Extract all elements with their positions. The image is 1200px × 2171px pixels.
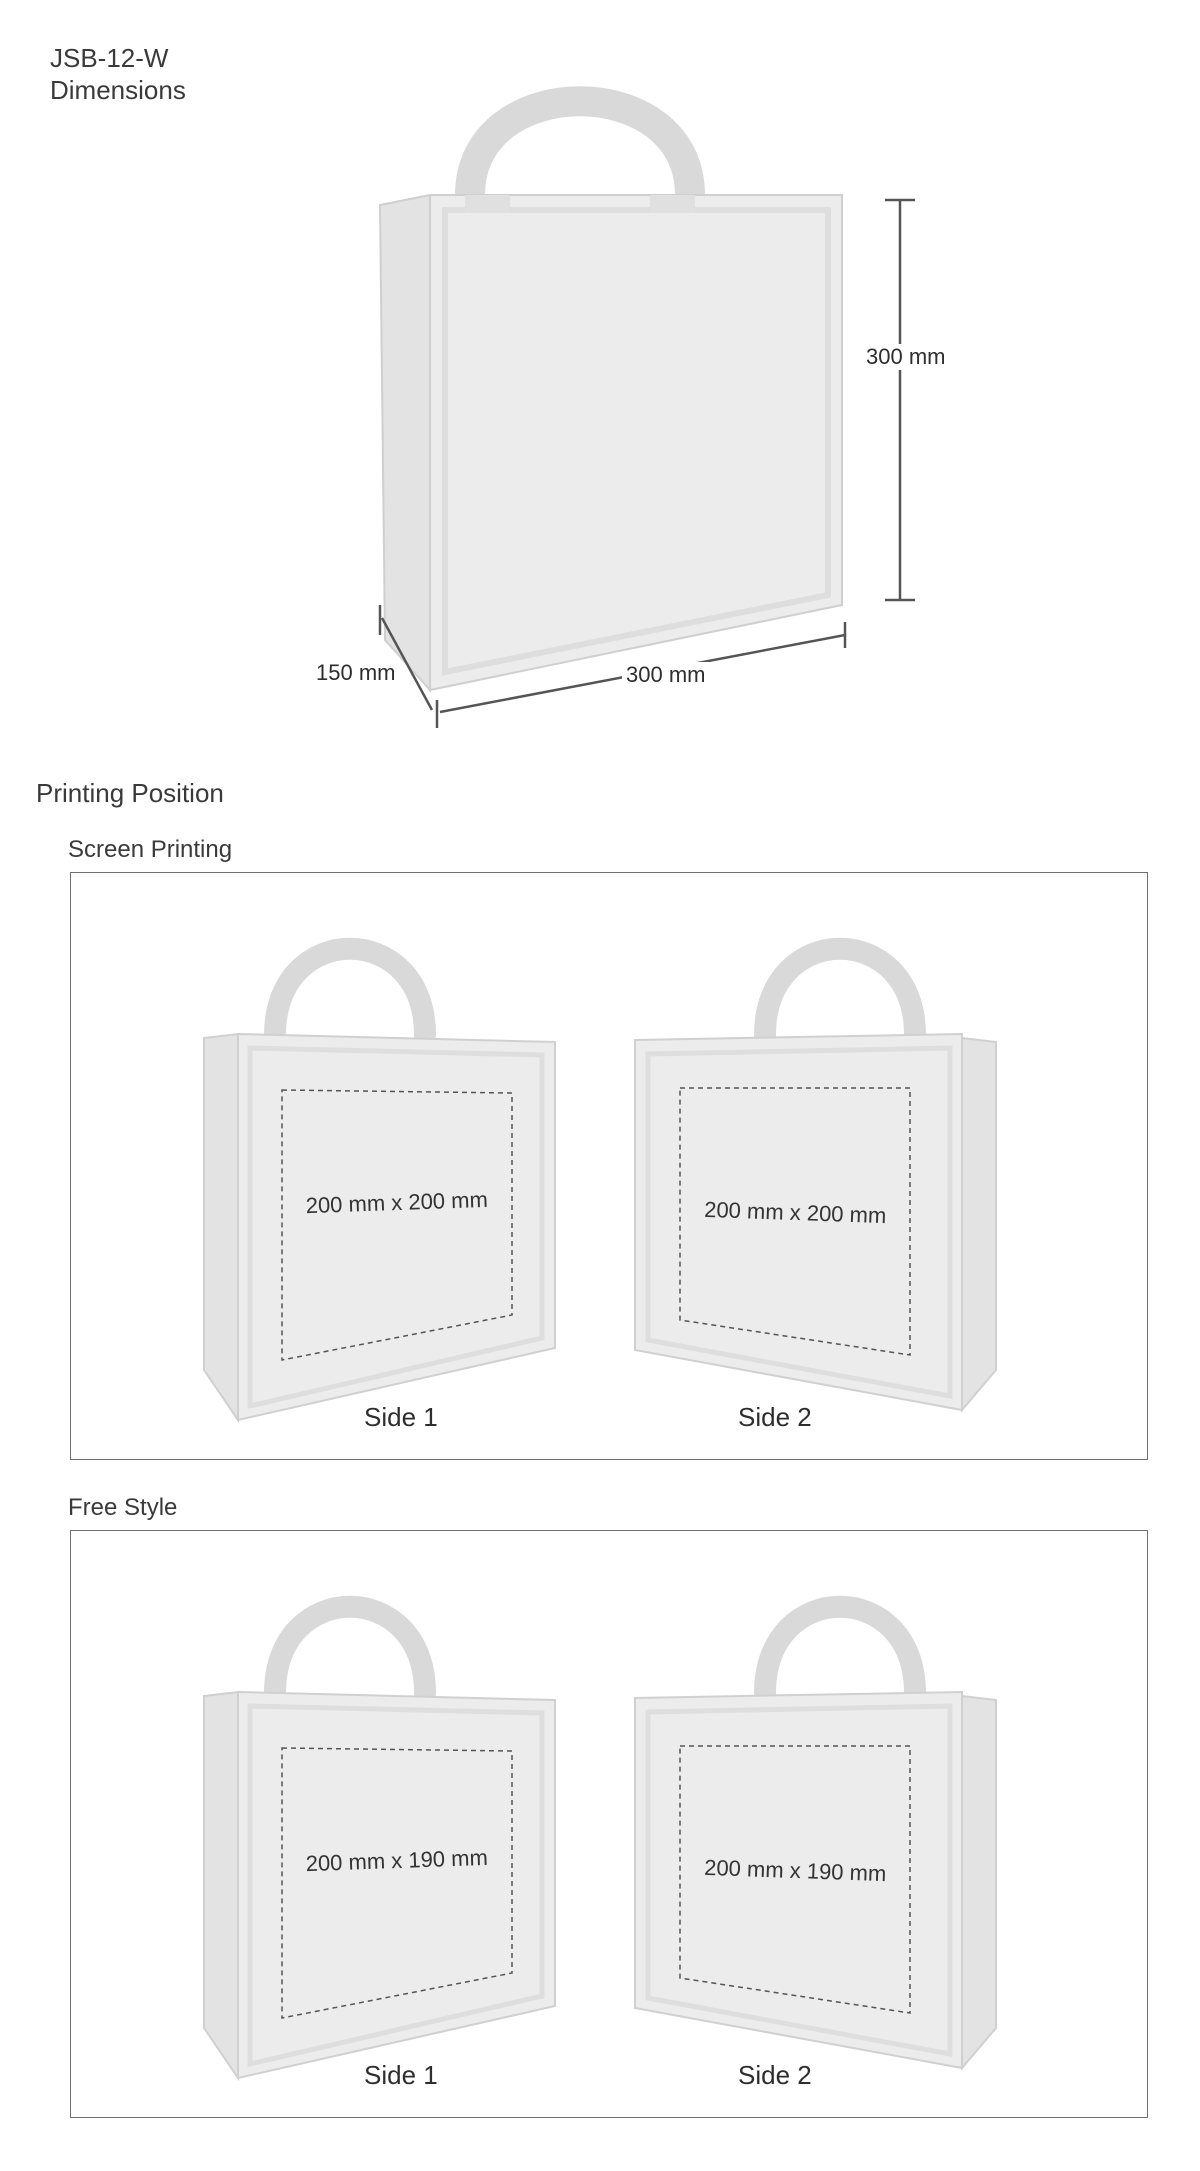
depth-dimension-label: 150 mm bbox=[312, 660, 399, 686]
screen-side1-print-area: 200 mm x 200 mm bbox=[305, 1186, 489, 1219]
screen-side2-label: Side 2 bbox=[738, 1402, 812, 1432]
free-side1-label: Side 1 bbox=[364, 2060, 438, 2090]
free-style-heading: Free Style bbox=[68, 1494, 178, 1521]
free-side2-bag bbox=[630, 1568, 1010, 2088]
free-side1-bag bbox=[190, 1568, 570, 2088]
main-bag-illustration bbox=[0, 0, 1200, 760]
product-code: JSB-12-W bbox=[50, 43, 169, 73]
free-side1-print-area: 200 mm x 190 mm bbox=[305, 1844, 489, 1877]
screen-side1-bag bbox=[190, 910, 570, 1430]
width-dimension-label: 300 mm bbox=[622, 662, 709, 688]
height-dimension-label: 300 mm bbox=[862, 344, 949, 370]
dimensions-heading: Dimensions bbox=[50, 75, 186, 105]
screen-side1-label: Side 1 bbox=[364, 1402, 438, 1432]
screen-side2-print-area: 200 mm x 200 mm bbox=[703, 1196, 887, 1229]
screen-printing-heading: Screen Printing bbox=[68, 836, 233, 863]
screen-side2-bag bbox=[630, 910, 1010, 1430]
free-side2-print-area: 200 mm x 190 mm bbox=[703, 1854, 887, 1887]
printing-position-heading: Printing Position bbox=[36, 778, 224, 808]
free-side2-label: Side 2 bbox=[738, 2060, 812, 2090]
